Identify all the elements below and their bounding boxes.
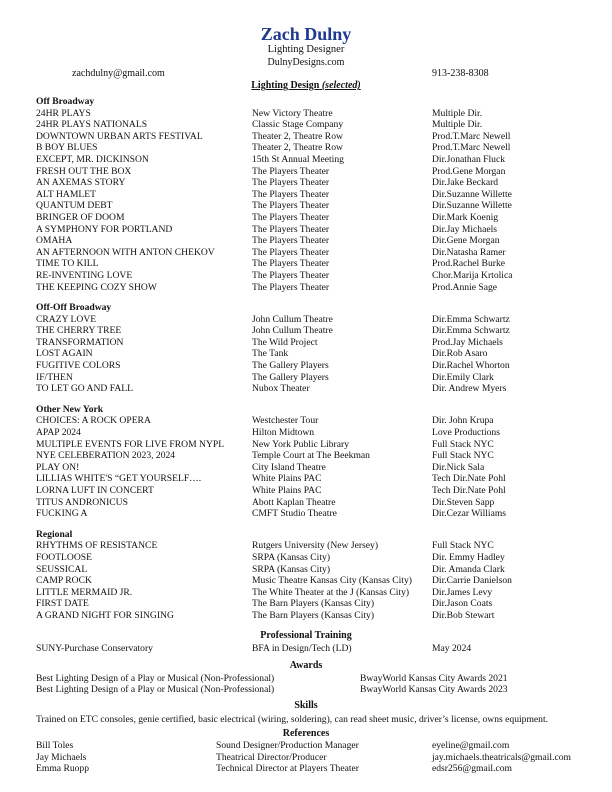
credit-row [36,270,576,282]
credit-venue: The Players Theater [252,281,330,293]
credit-venue: The Gallery Players [252,360,329,372]
credit-row [36,119,576,131]
skills-text: Trained on ETC consoles, genie certified, basic electrical (wiring, soldering), can read sheet music, driver’s license, owns equipment. [36,714,549,725]
credit-venue: Temple Court at The Beekman [252,450,370,462]
credit-row [36,142,576,154]
credit-venue: Classic Stage Company [252,119,344,131]
credit-row [36,587,576,599]
reference-email: edsr256@gmail.com [432,763,512,774]
credit-row [36,575,576,587]
credit-section [36,302,576,395]
credit-production: TITUS ANDRONICUS [36,496,128,508]
credit-director: Dir.Jason Coats [432,598,493,610]
website: DulnyDesigns.com [267,57,345,68]
credit-production: B BOY BLUES [36,142,98,154]
credit-production: TO LET GO AND FALL [36,383,133,395]
credit-venue: The Gallery Players [252,371,329,383]
credit-venue: Hilton Midtown [252,427,315,439]
credit-director: Dir.Emily Clark [432,371,494,383]
reference-name: Jay Michaels [36,752,87,763]
credit-venue: Music Theatre Kansas City (Kansas City) [252,575,412,587]
credit-row [36,360,576,372]
credit-production: EXCEPT, MR. DICKINSON [36,153,149,165]
job-title: Lighting Designer [267,44,345,55]
credit-row [36,189,576,201]
credit-row [36,552,576,564]
credit-venue: The Players Theater [252,223,330,235]
credit-production: CAMP ROCK [36,575,92,587]
reference-role: Sound Designer/Production Manager [216,740,359,751]
credit-row [36,108,576,120]
credit-production: NYE CELEBERATION 2023, 2024 [36,450,176,462]
credit-row [36,247,576,259]
credit-venue: The Players Theater [252,177,330,189]
reference-row [36,763,596,775]
credit-venue: The Tank [252,348,289,360]
skills-heading: Skills [294,700,318,711]
credit-production: A SYMPHONY FOR PORTLAND [36,223,173,235]
credit-row [36,372,576,384]
credit-production: CRAZY LOVE [36,313,97,325]
credit-row [36,439,576,451]
credit-director: Dir.Emma Schwartz [432,313,510,325]
candidate-name: Zach Dulny [260,24,352,44]
award-org: BwayWorld Kansas City Awards 2023 [360,684,508,695]
contact-phone: 913-238-8308 [432,68,489,79]
credit-section [36,96,576,293]
credit-row [36,177,576,189]
credit-production: BRINGER OF DOOM [36,211,125,223]
credit-row [36,473,576,485]
credit-production: DOWNTOWN URBAN ARTS FESTIVAL [36,130,203,142]
credit-director: Chor.Marija Krtolica [432,269,513,281]
reference-role: Theatrical Director/Producer [216,752,327,763]
credit-row [36,200,576,212]
credit-row [36,415,576,427]
credit-director: Full Stack NYC [432,450,494,462]
credit-director: Multiple Dir. [432,107,483,119]
credit-director: Dir.Nick Sala [432,461,485,473]
credit-venue: The Players Theater [252,200,330,212]
training-heading: Professional Training [260,630,352,641]
awards-heading: Awards [289,660,323,671]
credit-venue: The White Theater at the J (Kansas City) [252,586,410,598]
credit-production: LORNA LUFT IN CONCERT [36,485,154,496]
credit-production: THE CHERRY TREE [36,325,122,337]
credit-production: CHOICES: A ROCK OPERA [36,415,151,427]
credit-row [36,508,576,520]
credit-production: 24HR PLAYS [36,107,91,119]
credit-director: Tech Dir.Nate Pohl [432,473,506,485]
credit-venue: Nubox Theater [252,383,310,395]
credit-row [36,235,576,247]
credit-venue: The Players Theater [252,258,330,270]
credit-row [36,212,576,224]
credit-director: Dir.Jake Beckard [432,177,499,189]
credit-production: AN AXEMAS STORY [36,177,126,189]
credit-director: Dir.Rob Asaro [432,348,488,360]
credit-venue: The Players Theater [252,165,330,177]
credit-row [36,610,576,622]
credit-venue: CMFT Studio Theatre [252,508,337,520]
award-title: Best Lighting Design of a Play or Musical (Non-Professional) [36,684,275,695]
award-title: Best Lighting Design of a Play or Musical (Non-Professional) [36,673,275,684]
credit-production: ALT HAMLET [36,188,96,200]
award-org: BwayWorld Kansas City Awards 2021 [360,673,508,684]
credit-director: Multiple Dir. [432,119,483,131]
credit-venue: Theater 2, Theatre Row [252,130,343,142]
credit-director: Dir.Cezar Williams [432,508,507,520]
credit-director: Prod.Annie Sage [432,281,498,293]
credit-production: RHYTHMS OF RESISTANCE [36,540,158,552]
credit-production: QUANTUM DEBT [36,200,113,212]
credit-row [36,258,576,270]
credit-director: Prod.Rachel Burke [432,258,506,270]
credit-director: Love Productions [432,427,500,439]
section-title: Off-Off Broadway [36,302,112,314]
credit-director: Dir. Amanda Clark [432,563,505,575]
credit-venue: SRPA (Kansas City) [252,563,331,575]
credit-venue: John Cullum Theatre [252,313,333,325]
credit-venue: The Wild Project [252,336,318,348]
credit-venue: City Island Theatre [252,461,326,473]
credit-venue: Abott Kaplan Theatre [252,496,336,508]
credit-director: Tech Dir.Nate Pohl [432,485,506,496]
credit-venue: SRPA (Kansas City) [252,551,331,563]
credit-row [36,540,576,552]
credit-director: Dir.Steven Sapp [432,496,495,508]
credit-venue: White Plains PAC [252,485,322,496]
credit-row [36,314,576,326]
credit-row [36,131,576,143]
credit-director: Dir.Jonathan Fluck [432,153,506,165]
credit-venue: Rutgers University (New Jersey) [252,540,379,552]
credit-section [36,404,576,520]
credit-production: TRANSFORMATION [36,336,124,348]
credit-production: THE KEEPING COZY SHOW [36,281,157,293]
reference-role: Technical Director at Players Theater [216,763,359,774]
credit-row [36,450,576,462]
credit-director: Dir.Carrie Danielson [432,575,512,587]
credit-venue: The Players Theater [252,235,330,247]
credit-director: Dir.James Levy [432,586,493,598]
credit-director: Prod.T.Marc Newell [432,130,511,142]
credit-director: Dir. Andrew Myers [432,383,507,395]
credit-venue: Theater 2, Theatre Row [252,142,343,154]
lighting-design-heading [0,80,612,92]
credit-director: Dir. John Krupa [432,415,494,427]
reference-name: Bill Toles [36,740,74,751]
credit-section [36,529,576,622]
credit-director: Dir. Emmy Hadley [432,551,505,563]
lighting-design-heading-note: (selected) [321,80,361,91]
training-date: May 2024 [432,643,472,654]
credit-production: AN AFTERNOON WITH ANTON CHEKOV [36,246,215,258]
credit-director: Full Stack NYC [432,540,494,552]
credit-production: MULTIPLE EVENTS FOR LIVE FROM NYPL [36,438,225,450]
credit-production: RE-INVENTING LOVE [36,269,133,281]
credit-row [36,383,576,395]
credit-director: Dir.Rachel Whorton [432,360,510,372]
credit-production: A GRAND NIGHT FOR SINGING [36,609,174,621]
credit-production: APAP 2024 [36,427,81,439]
credit-director: Dir.Mark Koenig [432,211,499,223]
credit-director: Dir.Gene Morgan [432,235,500,247]
credit-production: FUCKING A [36,508,88,520]
credit-venue: New York Public Library [252,438,349,450]
credit-director: Dir.Bob Stewart [432,609,495,621]
credit-director: Prod.Gene Morgan [432,165,506,177]
section-title: Other New York [36,403,104,415]
credit-production: FUGITIVE COLORS [36,360,121,372]
credit-venue: The Barn Players (Kansas City) [252,598,375,610]
credit-row [36,337,576,349]
credit-director: Dir.Suzanne Willette [432,188,512,200]
credit-row [36,485,576,497]
credits-list [36,96,576,631]
credit-row [36,166,576,178]
credit-production: LITTLE MERMAID JR. [36,586,133,598]
references-heading: References [282,728,330,739]
reference-row [36,740,596,752]
credit-production: FRESH OUT THE BOX [36,165,132,177]
reference-email: jay.michaels.theatricals@gmail.com [432,752,572,763]
credit-venue: New Victory Theatre [252,107,333,119]
credit-production: 24HR PLAYS NATIONALS [36,119,148,131]
credit-director: Prod.Jay Michaels [432,336,503,348]
credit-venue: White Plains PAC [252,473,322,485]
credit-venue: The Players Theater [252,188,330,200]
reference-email: eyeline@gmail.com [432,740,510,751]
credit-production: OMAHA [36,235,73,247]
credit-production: LOST AGAIN [36,348,93,360]
credit-production: LILLIAS WHITE'S “GET YOURSELF…. [36,473,202,485]
credit-row [36,154,576,166]
training-school: SUNY-Purchase Conservatory [36,643,153,654]
credit-director: Dir.Natasha Ramer [432,246,506,258]
contact-email: zachdulny@gmail.com [72,68,165,79]
credit-venue: The Players Theater [252,246,330,258]
section-title: Regional [36,528,73,540]
credit-director: Dir.Emma Schwartz [432,325,510,337]
credit-row [36,462,576,474]
credit-production: FOOTLOOSE [36,551,92,563]
credit-row [36,497,576,509]
credit-venue: The Players Theater [252,269,330,281]
credit-production: TIME TO KILL [36,258,99,270]
training-degree: BFA in Design/Tech (LD) [252,643,352,654]
credit-production: SEUSSICAL [36,563,88,575]
credit-director: Prod.T.Marc Newell [432,142,511,154]
credit-production: PLAY ON! [36,461,80,473]
credit-production: IF/THEN [36,371,73,383]
credit-director: Dir.Suzanne Willette [432,200,512,212]
credit-venue: The Players Theater [252,211,330,223]
credit-row [36,564,576,576]
credit-venue: 15th St Annual Meeting [252,153,344,165]
credit-row [36,282,576,294]
credit-row [36,224,576,236]
credit-production: FIRST DATE [36,598,89,610]
reference-name: Emma Ruopp [36,763,90,774]
credit-row [36,427,576,439]
credit-venue: Westchester Tour [252,415,319,427]
lighting-design-heading-text: Lighting Design [251,80,320,91]
credit-row [36,325,576,337]
credit-venue: John Cullum Theatre [252,325,333,337]
credit-director: Full Stack NYC [432,438,494,450]
section-title: Off Broadway [36,96,95,107]
credit-row [36,598,576,610]
credit-venue: The Barn Players (Kansas City) [252,609,375,621]
credit-row [36,348,576,360]
credit-director: Dir.Jay Michaels [432,223,498,235]
